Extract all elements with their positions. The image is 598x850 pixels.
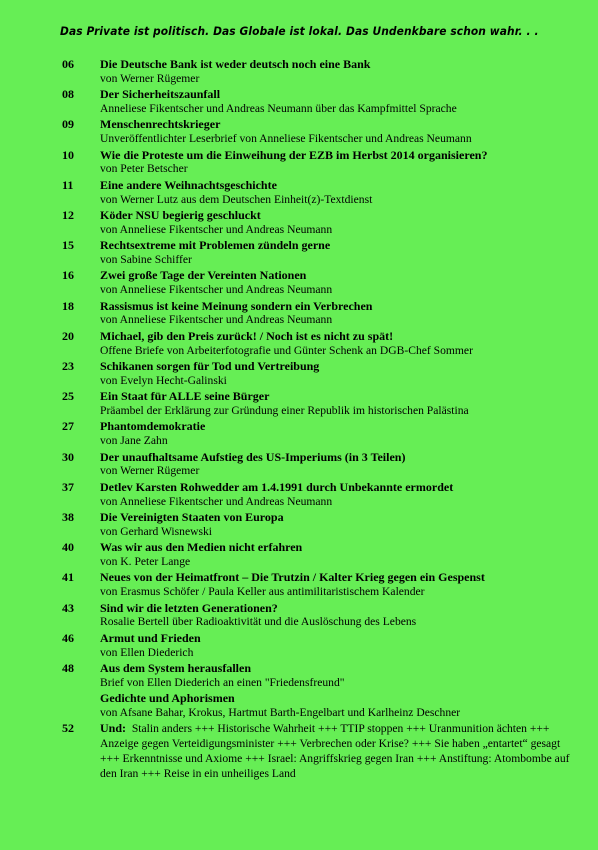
- page-number: 20: [62, 328, 74, 343]
- toc-entry: [62, 631, 578, 660]
- page-number: 11: [62, 177, 74, 192]
- entry-subtitle: von Werner Lutz aus dem Deutschen Einheit(z)-Textdienst: [100, 192, 373, 206]
- toc-entry: [62, 148, 578, 177]
- entry-title: Detlev Karsten Rohwedder am 1.4.1991 durch Unbekannte ermordet: [100, 479, 454, 494]
- page-number: 25: [62, 389, 74, 404]
- page-number: 38: [62, 510, 74, 525]
- page-number: 10: [62, 147, 74, 162]
- page-number: 46: [62, 630, 74, 645]
- entry-subtitle: von Jane Zahn: [100, 434, 168, 448]
- headline: Das Private ist politisch. Das Globale ist lokal. Das Undenkbare schon wahr. . .: [60, 24, 539, 38]
- page-number: 16: [62, 268, 74, 283]
- entry-subtitle: von K. Peter Lange: [100, 554, 191, 568]
- page-number: 37: [62, 479, 74, 494]
- entry-title: Und:: [100, 721, 127, 736]
- entry-title: Die Vereinigten Staaten von Europa: [100, 510, 284, 525]
- entry-title: Gedichte und Aphorismen: [100, 691, 235, 706]
- toc-entry: [62, 540, 578, 569]
- entry-subtitle: Anneliese Fikentscher und Andreas Neumann über das Kampfmittel Sprache: [100, 101, 457, 115]
- entry-title: Armut und Frieden: [100, 630, 201, 645]
- toc-entry: [62, 87, 578, 116]
- entry-title: Sind wir die letzten Generationen?: [100, 600, 278, 615]
- entry-title: Michael, gib den Preis zurück! / Noch ist es nicht zu spät!: [100, 328, 394, 343]
- entry-title: Rassismus ist keine Meinung sondern ein Verbrechen: [100, 298, 373, 313]
- entry-title: Die Deutsche Bank ist weder deutsch noch eine Bank: [100, 57, 371, 71]
- toc-entry: [62, 329, 578, 358]
- page-number: 06: [62, 57, 74, 71]
- entry-subtitle: von Erasmus Schöfer / Paula Keller aus antimilitaristischem Kalender: [100, 585, 425, 599]
- page-number: 12: [62, 208, 74, 223]
- entry-title: Menschenrechtskrieger: [100, 117, 221, 132]
- toc-entry: [62, 178, 578, 207]
- page-number: 08: [62, 87, 74, 102]
- toc-entry: [62, 450, 578, 479]
- toc-entry: [62, 208, 578, 237]
- page-number: 40: [62, 540, 74, 555]
- entry-subtitle: von Ellen Diederich: [100, 645, 194, 659]
- entry-title: Der Sicherheitszaunfall: [100, 87, 221, 102]
- entry-subtitle: Brief von Ellen Diederich an einen "Friedensfreund": [100, 675, 345, 689]
- toc-entry: [62, 268, 578, 297]
- toc-entry: [62, 389, 578, 418]
- page-number: 23: [62, 359, 74, 374]
- toc-entry: [62, 601, 578, 630]
- toc-entry: [62, 480, 578, 509]
- entry-title: Aus dem System herausfallen: [100, 661, 252, 676]
- entry-subtitle: Stalin anders +++ Historische Wahrheit +++ TTIP stoppen +++ Uranmunition ächten +++ Anzeige gegen Verteidigungsminister +++ Verbrechen oder Krise? +++ Sie haben „entartet“ gesagt +++ Erkenntnisse und Axiome +++ Israel: Angriffskrieg gegen Iran +++ Anstiftung: Atombombe auf den Iran +++ Reise in ein unheiliges Land: [100, 722, 570, 780]
- entry-title: Rechtsextreme mit Problemen zündeln gerne: [100, 238, 331, 253]
- page-number: 09: [62, 117, 74, 132]
- entry-und: [100, 721, 578, 781]
- toc-entry: [62, 117, 578, 146]
- entry-title: Zwei große Tage der Vereinten Nationen: [100, 268, 307, 283]
- entry-title: Schikanen sorgen für Tod und Vertreibung: [100, 359, 320, 374]
- entry-title: Was wir aus den Medien nicht erfahren: [100, 540, 303, 555]
- table-of-contents: [62, 57, 578, 781]
- entry-subtitle: von Sabine Schiffer: [100, 252, 192, 266]
- toc-entry: [62, 419, 578, 448]
- toc-entry: [62, 661, 578, 690]
- entry-subtitle: Unveröffentlichter Leserbrief von Anneliese Fikentscher und Andreas Neumann: [100, 132, 472, 146]
- entry-subtitle: von Peter Betscher: [100, 162, 188, 176]
- entry-subtitle: von Werner Rügemer: [100, 464, 200, 478]
- toc-entry: [62, 238, 578, 267]
- entry-subtitle: von Werner Rügemer: [100, 71, 200, 85]
- page-number: 41: [62, 570, 74, 585]
- entry-title: Eine andere Weihnachtsgeschichte: [100, 177, 277, 192]
- entry-subtitle: Offene Briefe von Arbeiterfotografie und Günter Schenk an DGB-Chef Sommer: [100, 343, 473, 357]
- page-number: 43: [62, 600, 74, 615]
- entry-subtitle: von Anneliese Fikentscher und Andreas Neumann: [100, 313, 333, 327]
- toc-entry: [62, 721, 578, 781]
- entry-subtitle: von Evelyn Hecht-Galinski: [100, 373, 227, 387]
- entry-title: Wie die Proteste um die Einweihung der EZB im Herbst 2014 organisieren?: [100, 147, 488, 162]
- entry-subtitle: Rosalie Bertell über Radioaktivität und die Auslöschung des Lebens: [100, 615, 417, 629]
- page-number: 52: [62, 721, 74, 736]
- toc-entry: [62, 570, 578, 599]
- toc-entry: [62, 57, 578, 86]
- page-number: 30: [62, 449, 74, 464]
- toc-entry: [62, 299, 578, 328]
- page-number: 48: [62, 661, 74, 676]
- entry-subtitle: von Anneliese Fikentscher und Andreas Neumann: [100, 222, 333, 236]
- entry-subtitle: Präambel der Erklärung zur Gründung einer Republik im historischen Palästina: [100, 403, 469, 417]
- page-number: 18: [62, 298, 74, 313]
- toc-entry: [62, 359, 578, 388]
- toc-entry: [62, 510, 578, 539]
- page-number: 15: [62, 238, 74, 253]
- entry-title: Der unaufhaltsame Aufstieg des US-Imperiums (in 3 Teilen): [100, 449, 406, 464]
- entry-title: Phantomdemokratie: [100, 419, 206, 434]
- entry-subtitle: von Afsane Bahar, Krokus, Hartmut Barth-Engelbart und Karlheinz Deschner: [100, 705, 461, 719]
- page-number: 27: [62, 419, 74, 434]
- entry-subtitle: von Gerhard Wisnewski: [100, 524, 213, 538]
- entry-title: Ein Staat für ALLE seine Bürger: [100, 389, 270, 404]
- entry-subtitle: von Anneliese Fikentscher und Andreas Neumann: [100, 494, 333, 508]
- entry-title: Köder NSU begierig geschluckt: [100, 208, 261, 223]
- toc-entry: [62, 691, 578, 720]
- entry-title: Neues von der Heimatfront – Die Trutzin / Kalter Krieg gegen ein Gespenst: [100, 570, 485, 585]
- entry-subtitle: von Anneliese Fikentscher und Andreas Neumann: [100, 283, 333, 297]
